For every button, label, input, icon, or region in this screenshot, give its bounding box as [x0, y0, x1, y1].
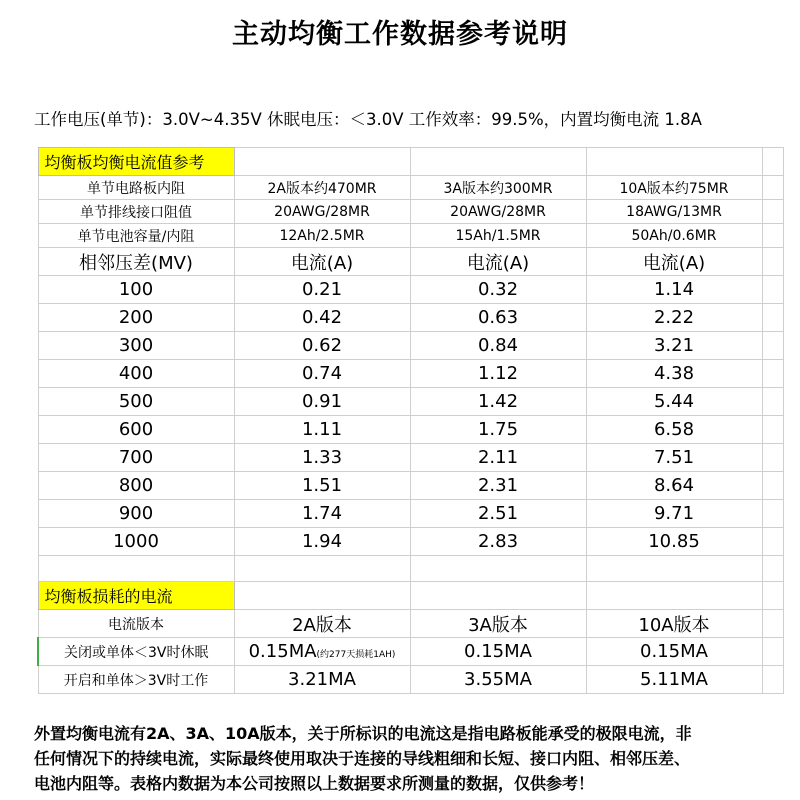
loss-section-label: 均衡板损耗的电流	[38, 582, 234, 610]
info-label: 单节电路板内阻	[38, 176, 234, 200]
mv-cell: 500	[38, 388, 234, 416]
loss-label: 开启和单体＞3V时工作	[38, 666, 234, 694]
table-row	[38, 638, 783, 666]
column-header: 电流(A)	[234, 248, 410, 276]
info-cell: 3A版本约300MR	[410, 176, 586, 200]
column-header: 2A版本	[234, 610, 410, 638]
table-row	[38, 360, 783, 388]
table-row	[38, 500, 783, 528]
mv-cell: 100	[38, 276, 234, 304]
table-row	[38, 528, 783, 556]
table-row	[38, 444, 783, 472]
current-cell: 1.42	[410, 388, 586, 416]
table-row	[38, 388, 783, 416]
footer-note-line: 外置均衡电流有2A、3A、10A版本，关于所标识的电流这是指电路板能承受的极限电流，非	[34, 724, 692, 743]
column-header-row	[38, 248, 783, 276]
table-row	[38, 666, 783, 694]
loss-cell: 5.11MA	[586, 666, 762, 694]
loss-cell: 3.21MA	[234, 666, 410, 694]
current-cell: 0.63	[410, 304, 586, 332]
column-header: 3A版本	[410, 610, 586, 638]
mv-cell: 400	[38, 360, 234, 388]
current-cell: 1.74	[234, 500, 410, 528]
current-cell: 0.74	[234, 360, 410, 388]
balance-section	[38, 148, 783, 582]
balance-section-label: 均衡板均衡电流值参考	[38, 148, 234, 176]
current-cell: 5.44	[586, 388, 762, 416]
loss-cell: 3.55MA	[410, 666, 586, 694]
info-row	[38, 200, 783, 224]
current-cell: 2.31	[410, 472, 586, 500]
table-row	[38, 276, 783, 304]
current-cell: 1.33	[234, 444, 410, 472]
mv-cell: 200	[38, 304, 234, 332]
loss-cell: 0.15MA	[586, 638, 762, 666]
current-cell: 4.38	[586, 360, 762, 388]
info-cell: 12Ah/2.5MR	[234, 224, 410, 248]
current-cell: 1.11	[234, 416, 410, 444]
current-cell: 6.58	[586, 416, 762, 444]
spacer-row	[38, 556, 783, 582]
loss-note: (约277天损耗1AH)	[316, 650, 396, 660]
table-row	[38, 304, 783, 332]
current-cell: 1.51	[234, 472, 410, 500]
mv-cell: 600	[38, 416, 234, 444]
info-cell: 15Ah/1.5MR	[410, 224, 586, 248]
info-cell: 20AWG/28MR	[410, 200, 586, 224]
info-cell: 50Ah/0.6MR	[586, 224, 762, 248]
column-header: 电流(A)	[410, 248, 586, 276]
column-header: 电流版本	[38, 610, 234, 638]
table-row	[38, 332, 783, 360]
current-cell: 10.85	[586, 528, 762, 556]
reference-table	[37, 147, 784, 694]
current-cell: 0.42	[234, 304, 410, 332]
current-cell: 2.22	[586, 304, 762, 332]
loss-cell: 0.15MA	[410, 638, 586, 666]
info-cell: 10A版本约75MR	[586, 176, 762, 200]
spec-line: 工作电压(单节)：3.0V~4.35V 休眠电压：＜3.0V 工作效率：99.5%，内置均衡电流 1.8A	[34, 110, 702, 129]
current-cell: 0.62	[234, 332, 410, 360]
current-cell: 8.64	[586, 472, 762, 500]
current-cell: 2.11	[410, 444, 586, 472]
current-cell: 0.84	[410, 332, 586, 360]
loss-section	[38, 582, 783, 694]
column-header: 10A版本	[586, 610, 762, 638]
info-cell: 18AWG/13MR	[586, 200, 762, 224]
info-row	[38, 224, 783, 248]
current-cell: 0.91	[234, 388, 410, 416]
current-cell: 0.21	[234, 276, 410, 304]
current-cell: 2.51	[410, 500, 586, 528]
table-row	[38, 416, 783, 444]
mv-cell: 1000	[38, 528, 234, 556]
current-cell: 1.94	[234, 528, 410, 556]
loss-value: 0.15MA	[248, 641, 317, 662]
footer-note-line: 任何情况下的持续电流，实际最终使用取决于连接的导线粗细和长短、接口内阻、相邻压差、	[34, 749, 691, 768]
mv-cell: 900	[38, 500, 234, 528]
info-row	[38, 176, 783, 200]
loss-label: 关闭或单体＜3V时休眠	[38, 638, 234, 666]
current-cell: 3.21	[586, 332, 762, 360]
loss-header-row	[38, 610, 783, 638]
table-row	[38, 472, 783, 500]
page-title: 主动均衡工作数据参考说明	[232, 19, 568, 50]
current-cell: 2.83	[410, 528, 586, 556]
current-cell: 7.51	[586, 444, 762, 472]
info-label: 单节排线接口阻值	[38, 200, 234, 224]
column-header: 相邻压差(MV)	[38, 248, 234, 276]
current-cell: 1.75	[410, 416, 586, 444]
column-header: 电流(A)	[586, 248, 762, 276]
current-cell: 1.12	[410, 360, 586, 388]
current-cell: 0.32	[410, 276, 586, 304]
mv-cell: 800	[38, 472, 234, 500]
info-label: 单节电池容量/内阻	[38, 224, 234, 248]
footer-note-line: 电池内阻等。表格内数据为本公司按照以上数据要求所测量的数据，仅供参考！	[34, 774, 595, 793]
mv-cell: 300	[38, 332, 234, 360]
mv-cell: 700	[38, 444, 234, 472]
current-cell: 1.14	[586, 276, 762, 304]
info-cell: 2A版本约470MR	[234, 176, 410, 200]
info-cell: 20AWG/28MR	[234, 200, 410, 224]
loss-cell	[234, 638, 410, 666]
footer-note	[34, 721, 782, 796]
current-cell: 9.71	[586, 500, 762, 528]
